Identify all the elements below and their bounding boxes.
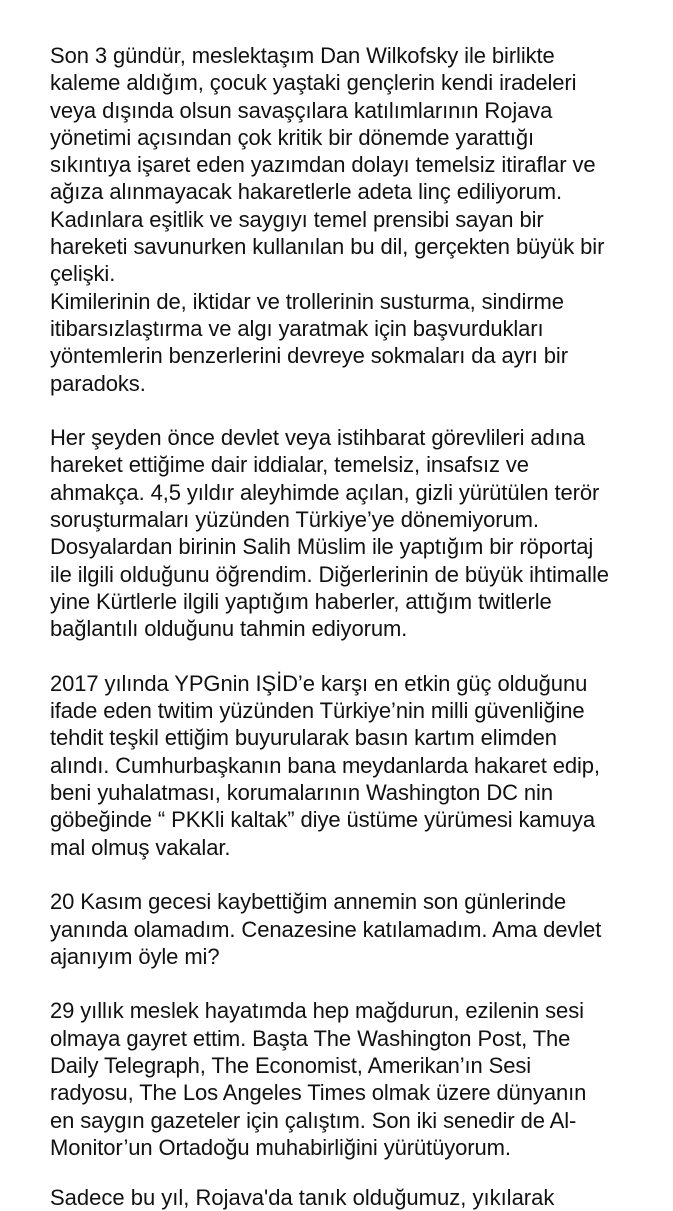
text-line: olmaya gayret ettim. Başta The Washington Post, The: [50, 1025, 571, 1051]
text-line: tehdit teşkil ettiğim buyurularak basın kartım elimden: [50, 725, 557, 751]
text-line: hareket ettiğime dair iddialar, temelsiz, insafsız ve: [50, 452, 529, 478]
text-line: 2017 yılında YPGnin IŞİD’e karşı en etkin güç olduğunu: [50, 670, 588, 696]
text-line: ajanıyım öyle mi?: [50, 943, 220, 969]
paragraph-gap: [50, 970, 670, 997]
text-line: yanında olamadım. Cenazesine katılamadım. Ama devlet: [50, 916, 602, 942]
text-line: Daily Telegraph, The Economist, Amerikan’ın Sesi: [50, 1052, 532, 1078]
text-line: Kadınlara eşitlik ve saygıyı temel prensibi sayan bir: [50, 206, 544, 232]
text-line: en saygın gazeteler için çalıştım. Son iki senedir de Al-: [50, 1107, 577, 1133]
text-line: kaleme aldığım, çocuk yaştaki gençlerin kendi iradeleri: [50, 70, 577, 96]
text-line: 20 Kasım gecesi kaybettiğim annemin son günlerinde: [50, 889, 566, 915]
text-line: ile ilgili olduğunu öğrendim. Diğerlerinin de büyük ihtimalle: [50, 561, 609, 587]
text-line: veya dışında olsun savaşçılara katılımlarının Rojava: [50, 97, 553, 123]
text-line: çelişki.: [50, 261, 116, 287]
cut-off-line: Sadece bu yıl, Rojava'da tanık olduğumuz, yıkılarak: [50, 1185, 555, 1210]
paragraph-gap: [50, 643, 670, 670]
text-line: yine Kürtlerle ilgili yaptığım haberler, attığım twitlerle: [50, 588, 552, 614]
text-line: itibarsızlaştırma ve algı yaratmak için başvurdukları: [50, 315, 544, 341]
paragraph-4: [50, 888, 670, 970]
text-line: sıkıntıya işaret eden yazımdan dolayı temelsiz itiraflar ve: [50, 152, 596, 178]
paragraph-3: [50, 670, 670, 861]
text-line: soruşturmaları yüzünden Türkiye’ye dönemiyorum.: [50, 507, 539, 533]
text-line: mal olmuş vakalar.: [50, 834, 231, 860]
text-line: 29 yıllık meslek hayatımda hep mağdurun, ezilenin sesi: [50, 998, 584, 1024]
text-line: Dosyalardan birinin Salih Müslim ile yaptığım bir röportaj: [50, 534, 594, 560]
text-line: Son 3 gündür, meslektaşım Dan Wilkofsky ile birlikte: [50, 43, 555, 68]
text-line: beni yuhalatması, korumalarının Washington DC nin: [50, 780, 553, 806]
text-line: bağlantılı olduğunu tahmin ediyorum.: [50, 616, 408, 642]
text-line: ağıza alınmayacak hakaretlerle adeta linç ediliyorum.: [50, 179, 562, 205]
document-body: [50, 42, 670, 1161]
text-line: yönetimi açısından çok kritik bir dönemde yarattığı: [50, 124, 535, 150]
paragraph-2: [50, 424, 670, 642]
text-line: Kimilerinin de, iktidar ve trollerinin susturma, sindirme: [50, 288, 564, 314]
text-line: hareketi savunurken kullanılan bu dil, gerçekten büyük bir: [50, 234, 605, 260]
paragraph-5: [50, 997, 670, 1161]
paragraph-1: [50, 42, 670, 397]
text-line: paradoks.: [50, 370, 146, 396]
text-line: Monitor’un Ortadoğu muhabirliğini yürütüyorum.: [50, 1134, 511, 1160]
text-line: radyosu, The Los Angeles Times olmak üzere dünyanın: [50, 1080, 587, 1106]
text-line: alındı. Cumhurbaşkanın bana meydanlarda hakaret edip,: [50, 752, 600, 778]
text-line: ifade eden twitim yüzünden Türkiye’nin milli güvenliğine: [50, 698, 585, 724]
text-line: yöntemlerin benzerlerini devreye sokmaları da ayrı bir: [50, 343, 568, 369]
paragraph-gap: [50, 861, 670, 888]
text-line: ahmakça. 4,5 yıldır aleyhimde açılan, gizli yürütülen terör: [50, 479, 600, 505]
text-line: göbeğinde “ PKKli kaltak” diye üstüme yürümesi kamuya: [50, 807, 595, 833]
paragraph-gap: [50, 397, 670, 424]
text-line: Her şeyden önce devlet veya istihbarat görevlileri adına: [50, 425, 585, 451]
